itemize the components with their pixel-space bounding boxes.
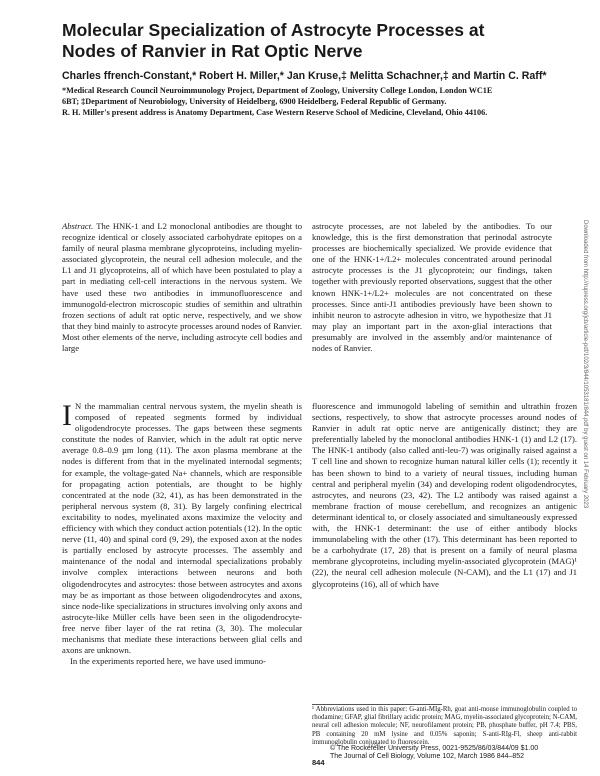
abstract-right-column [312, 221, 552, 354]
article-title: Molecular Specialization of Astrocyte Processes at Nodes of Ranvier in Rat Optic Nerve [62, 20, 485, 61]
publisher-copyright: © The Rockefeller University Press, 0021-9525/86/03/844/09 $1.00 [330, 745, 539, 752]
author-list: Charles ffrench-Constant,* Robert H. Miller,* Jan Kruse,‡ Melitta Schachner,‡ and Martin C. Raff* [62, 70, 547, 82]
abstract-text-right: astrocyte processes, are not labeled by the antibodies. To our knowledge, this is the first demonstration that perinodal astrocyte processes are biochemically specialized. We provide evidence that one of the HNK-1+/L2+ molecules concentrated around perinodal astrocyte processes is the J1 glycoprotein; our findings, taken together with previously reported observations, suggest that the other known HNK-1+/L2+ molecules are not concentrated on these processes. Since anti-J1 antibodies previously have been shown to inhibit neuron to astrocyte adhesion in vitro, we hypothesize that J1 may play an important part in the axon-glial interactions that presumably are involved in the assembly and/or maintenance of nodes of Ranvier. [312, 221, 552, 354]
publisher-info [330, 745, 580, 762]
abstract-label: Abstract. [62, 221, 94, 231]
intro-right-column [312, 401, 577, 590]
footnote-rule [312, 704, 442, 705]
abstract-left-column [62, 221, 302, 354]
affiliation-line-2: 6BT; ‡Department of Neurobiology, University of Heidelberg, 6900 Heidelberg, Federal Republic of Germany. [62, 97, 447, 106]
footnote: ¹ Abbreviations used in this paper: G-anti-MIg-Rh, goat anti-mouse immunoglobulin coupled to rhodamine; GFAP, glial fibrillary acidic protein; MAG, myelin-associated glycoprotein; N-CAM, neural cell adhesion molecule; NF, neurofilament protein; PB, phosphate buffer, pH 7.4; PBS, PB containing 20 mM lysine and 0.05% saponin; S-anti-RIg-Fl, sheep anti-rabbit immunoglobulin conjugated to fluorescein. [312, 706, 577, 746]
abstract-text-left: The HNK-1 and L2 monoclonal antibodies are thought to recognize identical or closely associated carbohydrate epitopes on a family of neural plasma membrane glycoproteins, including myelin-associated glycoprotein, the neural cell adhesion molecule, and the L1 and J1 glycoproteins, all of which have been postulated to play a part in mediating cell-cell interactions in the nervous system. We have used these two antibodies in immunofluorescence and immunogold-electron microscopic studies of semithin and ultrathin frozen sections of adult rat optic nerve, respectively, and we show that they bind mainly to astrocyte processes around nodes of Ranvier. Most other elements of the nerve, including astrocyte cell bodies and large [62, 221, 302, 354]
journal-citation: The Journal of Cell Biology, Volume 102, March 1986 844–852 [330, 753, 525, 761]
download-watermark [576, 220, 592, 520]
affiliation-line-1: *Medical Research Council Neuroimmunology Project, Department of Zoology, University College London, London WC1E [62, 86, 493, 95]
intro-paragraph-1: N the mammalian central nervous system, the myelin sheath is composed of repeated segments formed by individual oligodendrocyte processes. The gaps between these segments constitute the nodes of Ranvier, which in the adult rat optic nerve average 0.8–0.9 µm long (11). The axon plasma membrane at the nodes is different from that in the myelinated internodal segments; for example, the voltage-gated Na+ channels, which are responsible for propagating action potentials, are thought to be highly concentrated at the node (32, 41), as has been demonstrated in the peripheral nervous system (8, 31). By largely confining electrical excitability to nodes, myelinated axons maximize the velocity and efficiency with which they conduct action potentials (12). In the optic nerve (11, 40) and spinal cord (9, 29), the exposed axon at the nodes is partially enclosed by astrocyte processes. The assembly and maintenance of the nodal and internodal specializations probably involve complex interactions between neurons and both oligodendrocytes and astrocytes: those between astrocytes and axons may be as important as those between oligodendrocytes and axons, since node-like specializations in structures involving only axons and astrocyte-like Müller cells have been seen in the oligodendrocyte-free nerve fiber layer of the rat retina (3, 30). The molecular mechanisms that mediate these interactions between glial cells and axons are unknown. [62, 401, 302, 656]
affiliation-line-3: R. H. Miller's present address is Anatomy Department, Case Western Reserve School of Medicine, Cleveland, Ohio 44106. [62, 108, 488, 117]
drop-cap: I [62, 399, 72, 432]
intro-text-right: fluorescence and immunogold labeling of semithin and ultrathin frozen sections, respectively, to show that astrocyte processes around nodes of Ranvier in adult rat optic nerve are antigenically distinct; they are preferentially labeled by the monoclonal antibodies HNK-1 (1) and L2 (17). The HNK-1 antibody (also called anti-leu-7) was originally raised against a T cell line and shown to recognize human natural killer cells (1); recently it has been shown to bind to a variety of neural tissues, including human central and peripheral myelin (34) and developing rodent oligodendrocytes, astrocytes, and neurons (23, 42). The L2 antibody was raised against a membrane fraction of mouse cerebellum, and recognizes an antigenic determinant identical to, or closely associated and simultaneously expressed with, the HNK-1 determinant: the use of either antibody blocks immunolabeling with the other (17). This determinant has been reported to be a carbohydrate (17, 28) that is present on a family of neural plasma membrane glycoproteins, including myelin-associated glycoprotein (MAG)¹ (22), the neural cell adhesion molecule (N-CAM), and the L1 (17) and J1 glycoproteins (16), all of which have [312, 401, 577, 589]
intro-paragraph-2: In the experiments reported here, we have used immuno- [70, 656, 266, 667]
download-note: Downloaded from http://rupress.org/jcb/article-pdf/102/3/844/1053181/844.pdf by guest on 14 February 2023 [582, 220, 588, 509]
intro-left-column [62, 401, 302, 667]
page-number: 844 [312, 758, 325, 767]
